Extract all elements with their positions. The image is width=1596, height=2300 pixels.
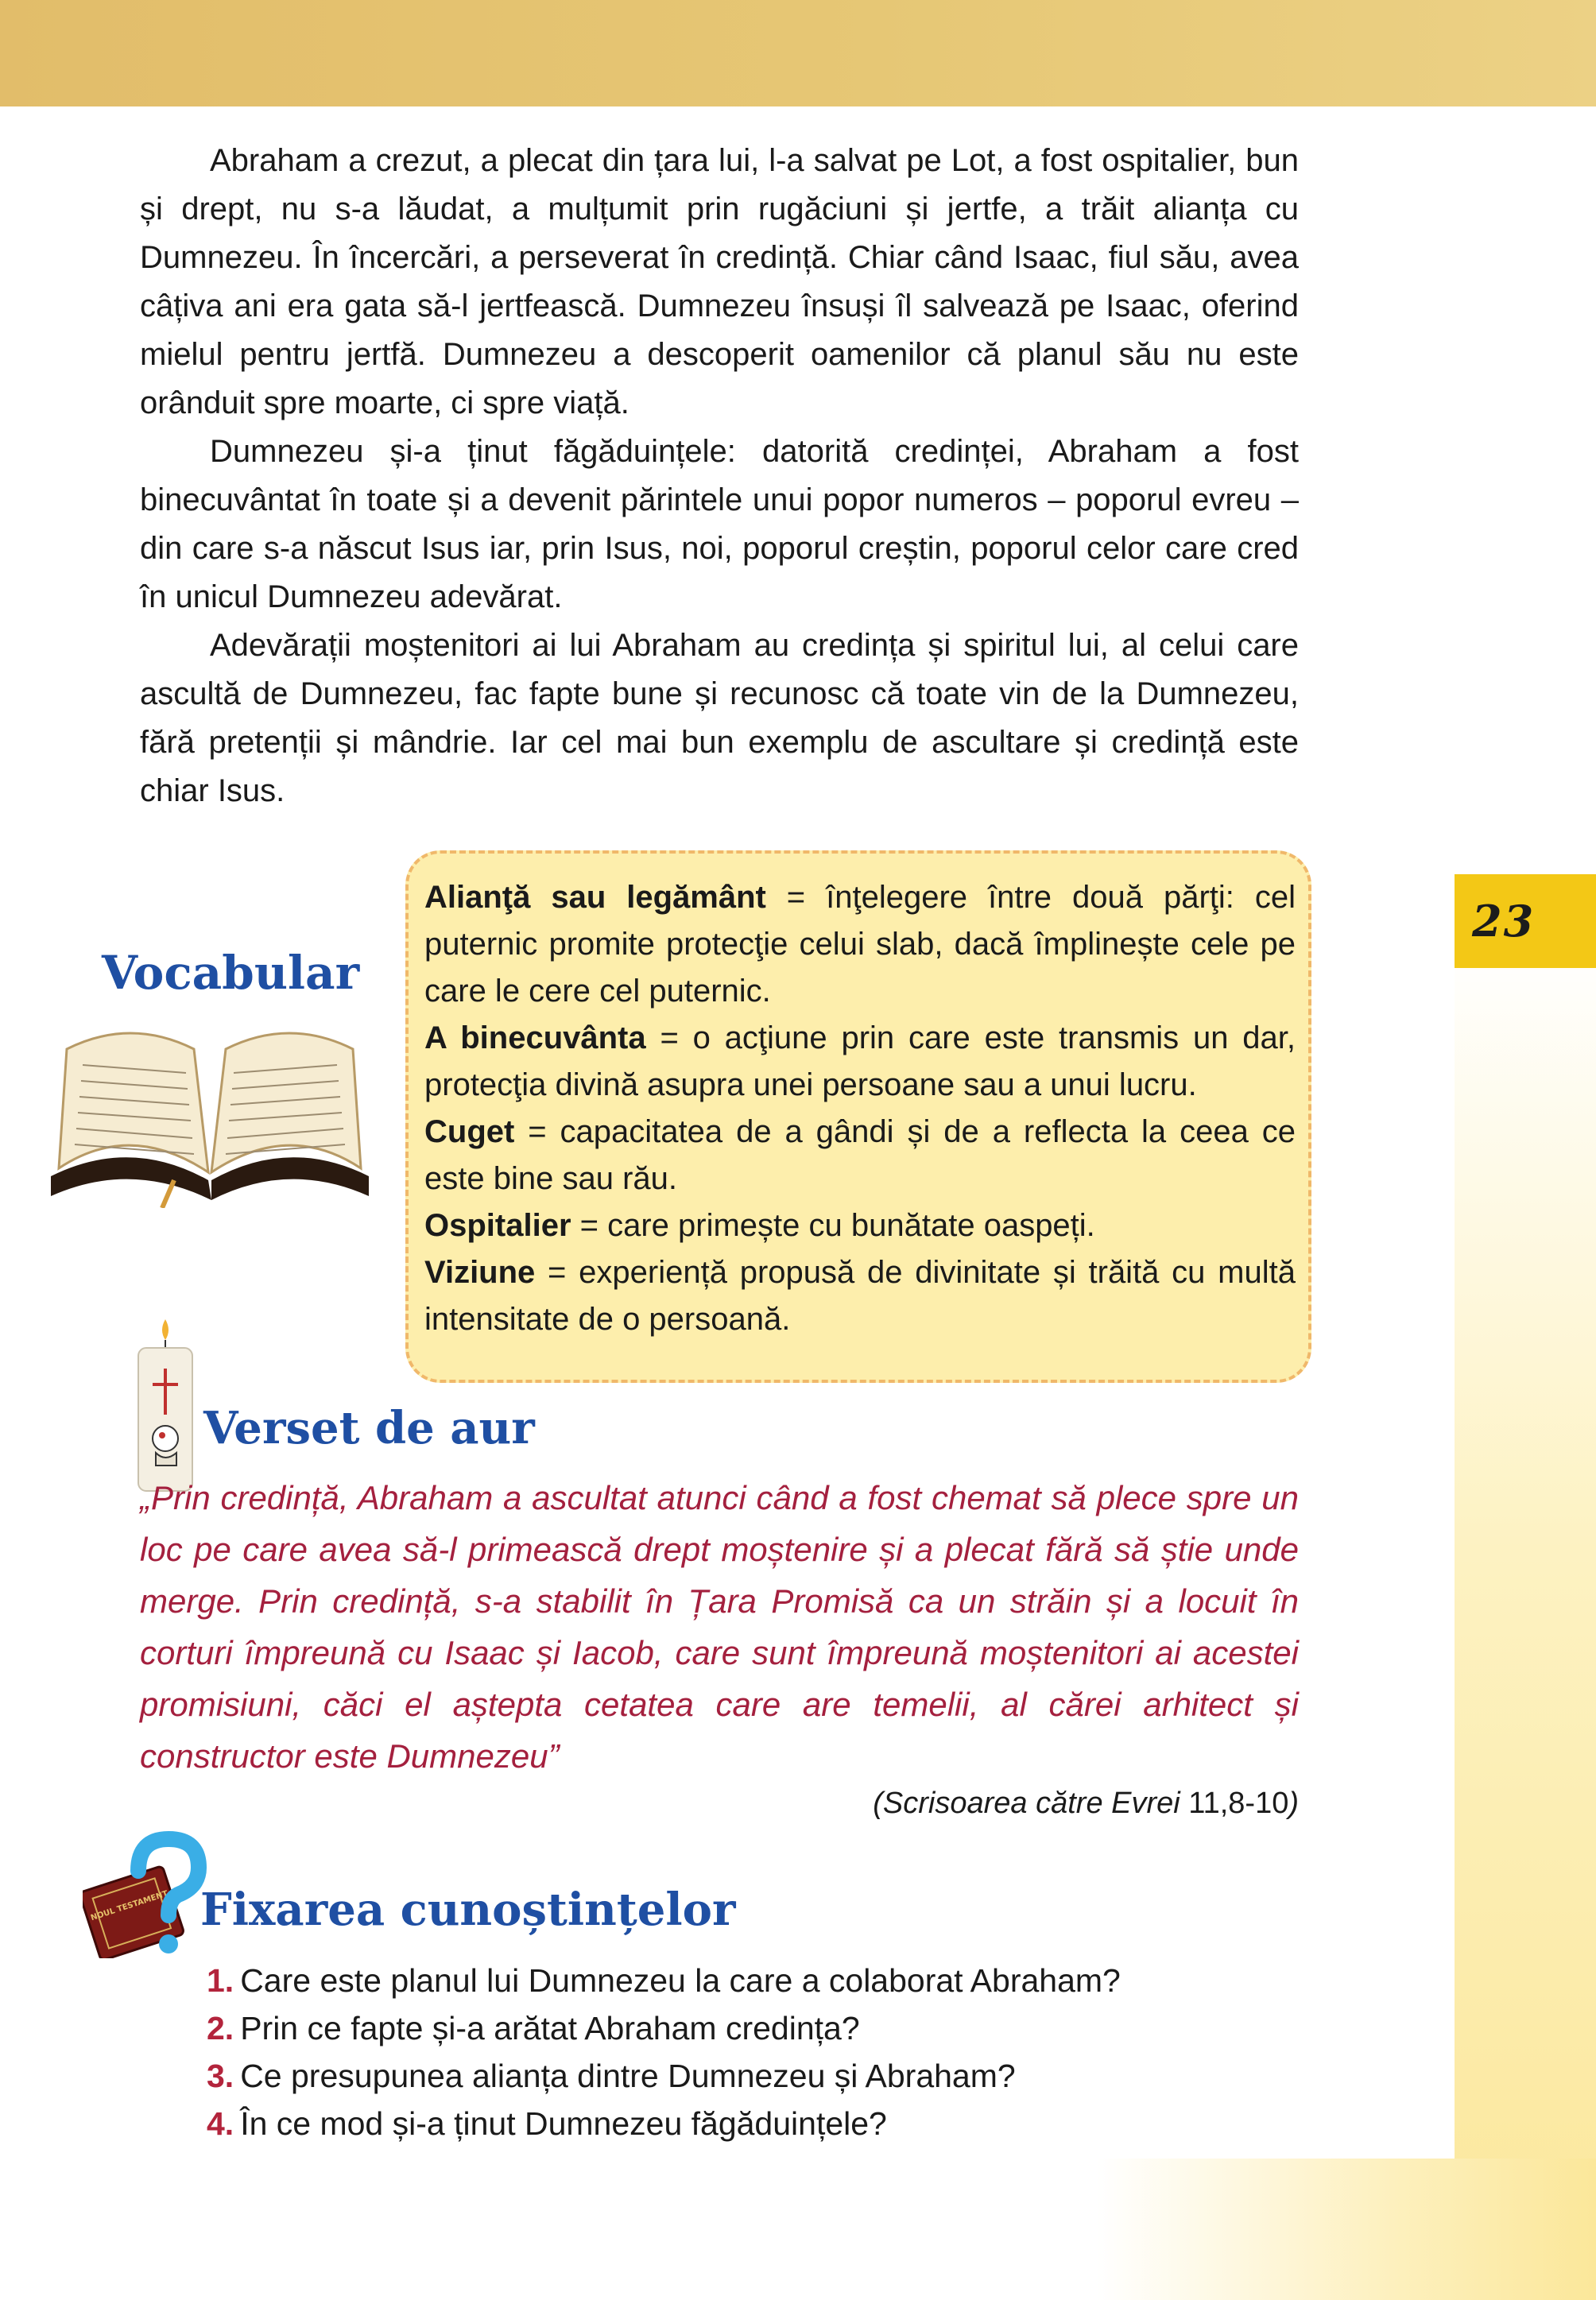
side-decoration [1455, 938, 1596, 2300]
body-paragraph-2: Dumnezeu și-a ținut făgăduințele: datorită credinței, Abraham a fost binecuvântat în toate și a devenit părintele unui popor numeros – poporul evreu – din care s-a născut Isus iar, prin Isus, noi, poporul creștin, poporul celor care cred în unicul Dumnezeu adevărat. [140, 434, 1299, 614]
question-text: Prin ce fapte și-a arătat Abraham credința? [240, 2010, 860, 2046]
vocabulary-definition: = o acţiune prin care este transmis un dar, protecţia divină asupra unei persoane sau a unui lucru. [424, 1020, 1296, 1102]
question-book-icon [83, 1828, 210, 1958]
page-number-tab [1455, 874, 1596, 968]
vocabulary-definition: = care primește cu bunătate oaspeți. [571, 1208, 1095, 1243]
vocabulary-entry [424, 1015, 1296, 1109]
vocabulary-definition: = înţelegere între două părţi: cel puternic promite protecţie celui slab, dacă împlinește cele pe care le cere cel puternic. [424, 880, 1296, 1009]
body-paragraph-1: Abraham a crezut, a plecat din țara lui, l-a salvat pe Lot, a fost ospitalier, bun și drept, nu s-a lăudat, a mulțumit prin rugăciuni și jertfe, a trăit alianța cu Dumnezeu. În încercări, a perseverat în credință. Chiar când Isaac, fiul său, avea câțiva ani era gata să-l jertfească. Dumnezeu însuși îl salvează pe Isaac, oferind mielul pentru jertfă. Dumnezeu a descoperit oamenilor că planul său nu este orânduit spre moarte, ci spre viață. [140, 143, 1299, 420]
golden-verse-text: „Prin credință, Abraham a ascultat atunci când a fost chemat să plece spre un loc pe care avea să-l primească drept moștenire și a plecat fără să știe unde merge. Prin credință, s-a stabilit în Țara Promisă ca un străin și a locuit în corturi împreună cu Isaac și Iacob, care sunt împreună moștenitori ai acestei promisiuni, căci el aștepta cetatea care are temelii, al cărei arhitect și constructor este Dumnezeu” [140, 1479, 1299, 1775]
verse-reference-chapter: 11,8-10 [1188, 1787, 1289, 1820]
question-text: Care este planul lui Dumnezeu la care a colaborat Abraham? [240, 1962, 1121, 1999]
verse-reference-book: (Scrisoarea către Evrei [873, 1787, 1189, 1820]
review-title: Fixarea cunoștințelor [200, 1884, 736, 1936]
book-cover-label: NOUL TESTAMENT [89, 1889, 169, 1923]
top-header-band [0, 0, 1596, 106]
body-paragraph-3: Adevărații moștenitori ai lui Abraham au credința și spiritul lui, al celui care ascultă de Dumnezeu, fac fapte bune și recunosc că toate vin de la Dumnezeu, fără pretenții și mândrie. Iar cel mai bun exemplu de ascultare și credință este chiar Isus. [140, 628, 1299, 808]
vocabulary-entry [424, 1249, 1296, 1343]
question-text: În ce mod și-a ținut Dumnezeu făgăduințele? [240, 2105, 887, 2142]
review-question [207, 2100, 887, 2147]
paschal-candle-icon [129, 1319, 202, 1496]
verse-reference [873, 1787, 1299, 1821]
verse-reference-close: ) [1288, 1787, 1299, 1820]
vocabulary-title: Vocabular [102, 946, 360, 1000]
page-number: 23 [1472, 896, 1536, 947]
vocabulary-term: Alianţă sau legământ [424, 880, 766, 915]
bottom-decoration [1097, 2159, 1596, 2300]
open-bible-icon [35, 1017, 385, 1208]
review-question [207, 2004, 860, 2052]
vocabulary-definition: = experiență propusă de divinitate și trăită cu multă intensitate de o persoană. [424, 1255, 1296, 1337]
vocabulary-term: Cuget [424, 1114, 515, 1149]
vocabulary-list [424, 874, 1296, 1343]
question-number: 3. [207, 2058, 234, 2094]
vocabulary-term: Viziune [424, 1255, 536, 1290]
vocabulary-term: Ospitalier [424, 1208, 571, 1243]
vocabulary-entry [424, 874, 1296, 1015]
question-number: 4. [207, 2105, 234, 2142]
vocabulary-term: A binecuvânta [424, 1020, 646, 1055]
review-question [207, 2052, 1016, 2100]
question-text: Ce presupunea alianța dintre Dumnezeu și Abraham? [240, 2058, 1016, 2094]
vocabulary-entry [424, 1109, 1296, 1202]
golden-verse-title: Verset de aur [203, 1402, 535, 1454]
vocabulary-definition: = capacitatea de a gândi și de a reflecta la ceea ce este bine sau rău. [424, 1114, 1296, 1196]
question-number: 1. [207, 1962, 234, 1999]
review-question [207, 1957, 1121, 2004]
question-number: 2. [207, 2010, 234, 2046]
vocabulary-entry [424, 1202, 1296, 1249]
